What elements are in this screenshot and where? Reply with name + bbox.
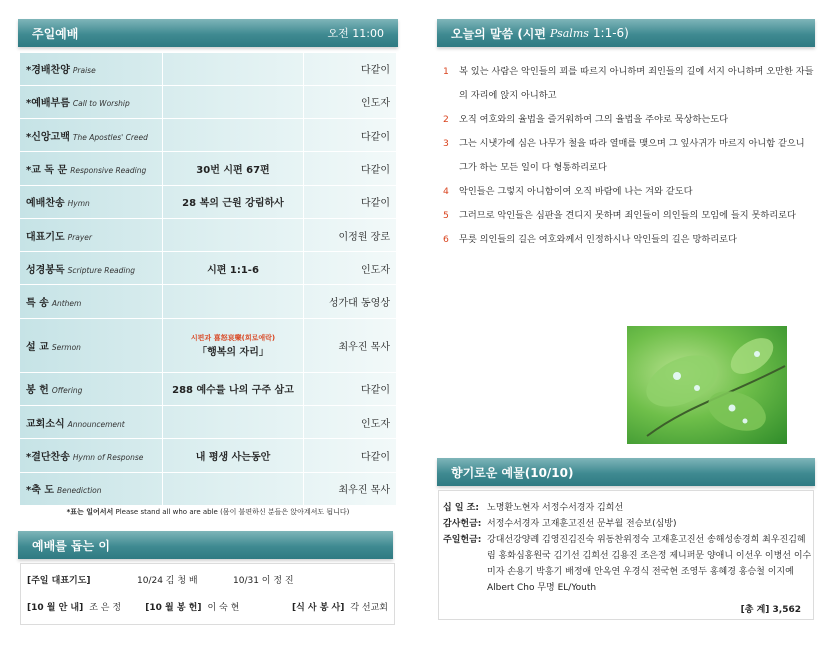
- service-item-english: The Apostles' Creed: [72, 132, 148, 142]
- service-item-name: 봉 헌: [26, 385, 49, 397]
- service-item-name-cell: [20, 53, 163, 85]
- service-item-english: Anthem: [51, 299, 82, 309]
- service-order-table: [20, 53, 396, 506]
- helpers-box: [20, 563, 395, 625]
- scripture-header: [437, 19, 815, 47]
- service-item-name-cell: [20, 152, 163, 185]
- service-item-content-cell: [163, 218, 304, 251]
- scripture-title: 오늘의 말씀 (시편: [451, 26, 546, 41]
- verse-text: 복 있는 사람은 악인들의 꾀를 따르지 아니하며 죄인들의 길에 서지 아니하며 오만한 자들의 자리에 앉지 아니하고: [459, 66, 814, 101]
- rep-prayer-label: [주일 대표기도]: [27, 575, 91, 586]
- service-item-english: Sermon: [51, 342, 81, 352]
- service-item-content-cell: [163, 119, 304, 152]
- service-item-leader: 최우진 목사: [304, 318, 397, 372]
- verse-text: 그러므로 악인들은 심판을 견디지 못하며 죄인들이 의인들의 모임에 들지 못하리로다: [459, 210, 796, 221]
- thanks-row: [439, 516, 813, 532]
- scripture-ref: 1:1-6): [592, 26, 629, 40]
- service-item-leader: 다같이: [304, 439, 397, 472]
- service-row: [20, 372, 396, 405]
- offerings-header: [437, 458, 815, 486]
- verse-number: 5: [443, 210, 449, 221]
- service-row: [20, 318, 396, 372]
- sermon-subtitle: 시편과 喜怒哀樂(희로애락): [190, 333, 276, 342]
- service-row: [20, 85, 396, 118]
- service-item-content: 28 복의 근원 강림하사: [182, 198, 284, 210]
- service-item-english: Prayer: [67, 232, 92, 242]
- service-item-name-cell: [20, 85, 163, 118]
- verse-number: 4: [443, 186, 449, 197]
- offering-duty-label: [10 월 봉 헌]: [145, 602, 202, 613]
- service-item-content: 「행복의 자리」: [197, 346, 269, 358]
- service-item-content-cell: [163, 53, 304, 85]
- scripture-verse: [443, 204, 815, 228]
- service-item-content: 시편 1:1-6: [207, 264, 259, 276]
- tithe-names: 노명환노현자 서정수서경자 김희선: [487, 503, 624, 513]
- service-title: 주일예배: [32, 26, 79, 41]
- service-item-name: *경배찬양: [26, 65, 70, 77]
- service-item-name: *축 도: [26, 485, 55, 497]
- scripture-verse: [443, 228, 815, 252]
- service-item-leader: 인도자: [304, 85, 397, 118]
- service-item-name: *결단찬송: [26, 451, 70, 463]
- service-item-leader: 성가대 동영상: [304, 285, 397, 318]
- service-item-name: 설 교: [26, 341, 49, 353]
- scripture-verse: [443, 108, 815, 132]
- verse-number: 6: [443, 234, 449, 245]
- service-row: [20, 439, 396, 472]
- service-row: [20, 472, 396, 505]
- service-item-name: *교 독 문: [26, 164, 68, 176]
- service-item-content-cell: [163, 185, 304, 218]
- sunday-names: 강대선강양례 김영진김진숙 위동찬위정숙 고재훈고진선 송해성송경희 최우진김혜림 홍화심홍원국 김기선 김희선 김용진 조은정 제니퍼문 양애니 이선우 이병선 이수미자 손용기 박흥기 배정애 안옥연 우경식 전국현 조영두 홍혜경 홍승철 이지예 Albert Cho 무명 EL/Youth: [487, 535, 812, 593]
- service-time: 오전 11:00: [327, 27, 384, 40]
- service-item-english: Responsive Reading: [70, 165, 147, 175]
- service-item-name-cell: [20, 185, 163, 218]
- scripture-verse: [443, 180, 815, 204]
- service-row: [20, 285, 396, 318]
- service-item-name: *예배부름: [26, 98, 70, 110]
- scripture-text: [443, 60, 815, 252]
- standing-note-bold: *표는 일어서서: [66, 508, 114, 516]
- tithe-row: [439, 500, 813, 516]
- service-row: [20, 185, 396, 218]
- service-item-name-cell: [20, 285, 163, 318]
- verse-number: 3: [443, 138, 449, 149]
- service-item-leader: 이정원 장로: [304, 218, 397, 251]
- sunday-row: [439, 532, 813, 596]
- service-item-english: Hymn of Response: [72, 452, 144, 462]
- service-item-english: Benediction: [57, 486, 102, 496]
- service-row: [20, 252, 396, 285]
- service-item-name-cell: [20, 472, 163, 505]
- service-item-leader: 인도자: [304, 406, 397, 439]
- thanks-label: 감사헌금:: [443, 519, 482, 529]
- service-item-content-cell: [163, 439, 304, 472]
- offering-duty-name: 이 숙 현: [207, 602, 240, 613]
- service-item-content-cell: [163, 252, 304, 285]
- verse-number: 2: [443, 114, 449, 125]
- service-item-leader: 다같이: [304, 53, 397, 85]
- meal-name: 각 선교회: [350, 602, 388, 613]
- service-item-content-cell: [163, 85, 304, 118]
- service-item-english: Hymn: [67, 199, 90, 209]
- service-item-english: Call to Worship: [72, 99, 130, 109]
- service-item-name: 성경봉독: [26, 264, 65, 276]
- service-item-name-cell: [20, 318, 163, 372]
- service-item-leader: 인도자: [304, 252, 397, 285]
- tithe-label: 십 일 조:: [443, 503, 479, 513]
- service-header: [18, 19, 398, 47]
- offerings-box: [438, 490, 814, 620]
- service-item-leader: 다같이: [304, 119, 397, 152]
- verse-text: 악인들은 그렇지 아니함이여 오직 바람에 나는 겨와 같도다: [459, 186, 693, 197]
- service-item-name-cell: [20, 218, 163, 251]
- standing-note-text: Please stand all who are able (몸이 불편하신 분들은 앉아계셔도 됩니다): [115, 508, 350, 516]
- service-item-name-cell: [20, 119, 163, 152]
- service-item-name: *신앙고백: [26, 131, 70, 143]
- scripture-verse: [443, 132, 815, 180]
- service-item-leader: 다같이: [304, 372, 397, 405]
- rep-prayer-2: 10/31 이 정 진: [233, 575, 294, 586]
- scripture-verse: [443, 60, 815, 108]
- helpers-title: 예배를 돕는 이: [32, 538, 110, 553]
- service-item-content: 내 평생 사는동안: [195, 451, 271, 463]
- thanks-names: 서정수서경자 고재훈고진선 문부월 전승보(심방): [487, 519, 677, 529]
- guide-label: [10 월 안 내]: [27, 602, 84, 613]
- service-item-content-cell: [163, 472, 304, 505]
- verse-text: 무릇 의인들의 길은 여호와께서 인정하시나 악인들의 길은 망하리로다: [459, 234, 737, 245]
- service-item-name: 교회소식: [26, 418, 65, 430]
- service-item-leader: 다같이: [304, 185, 397, 218]
- sunday-label: 주일헌금:: [443, 535, 482, 545]
- service-item-english: Scripture Reading: [67, 265, 136, 275]
- service-item-content-cell: [163, 406, 304, 439]
- service-item-name-cell: [20, 406, 163, 439]
- service-row: [20, 152, 396, 185]
- service-row: [20, 119, 396, 152]
- service-item-name-cell: [20, 252, 163, 285]
- service-item-english: Praise: [72, 66, 96, 76]
- rep-prayer-1: 10/24 김 청 배: [137, 575, 198, 586]
- scripture-title-en: Psalms: [550, 26, 589, 40]
- service-item-content-cell: [163, 152, 304, 185]
- service-item-name-cell: [20, 439, 163, 472]
- service-item-name-cell: [20, 372, 163, 405]
- service-item-leader: 다같이: [304, 152, 397, 185]
- service-item-leader: 최우진 목사: [304, 472, 397, 505]
- service-item-content: 30번 시편 67편: [196, 164, 270, 176]
- standing-note: [20, 507, 396, 517]
- verse-text: 오직 여호와의 율법을 즐거워하여 그의 율법을 주야로 묵상하는도다: [459, 114, 728, 125]
- service-row: [20, 53, 396, 85]
- service-item-name: 예배찬송: [26, 198, 65, 210]
- verse-text: 그는 시냇가에 심은 나무가 철을 따라 열매를 맺으며 그 잎사귀가 마르지 아니함 같으니 그가 하는 모든 일이 다 형통하리로다: [459, 138, 805, 173]
- service-row: [20, 406, 396, 439]
- service-item-english: Announcement: [67, 419, 125, 429]
- service-item-name: 특 송: [26, 298, 49, 310]
- leaf-dewdrop-image: [627, 326, 787, 444]
- meal-label: [식 사 봉 사]: [291, 602, 345, 613]
- service-row: [20, 218, 396, 251]
- service-item-content-cell: [163, 285, 304, 318]
- service-item-name: 대표기도: [26, 231, 65, 243]
- verse-number: 1: [443, 66, 449, 77]
- leaf-illustration: [627, 326, 787, 444]
- guide-name: 조 은 정: [89, 602, 122, 613]
- offerings-title: 향기로운 예물(10/10): [451, 465, 574, 480]
- offering-total: [총 계] 3,562: [740, 605, 801, 615]
- service-item-content-cell: [163, 372, 304, 405]
- helpers-header: [18, 531, 393, 559]
- service-item-english: Offering: [51, 386, 83, 396]
- service-item-content-cell: [163, 318, 304, 372]
- service-item-content: 288 예수를 나의 구주 삼고: [172, 385, 294, 397]
